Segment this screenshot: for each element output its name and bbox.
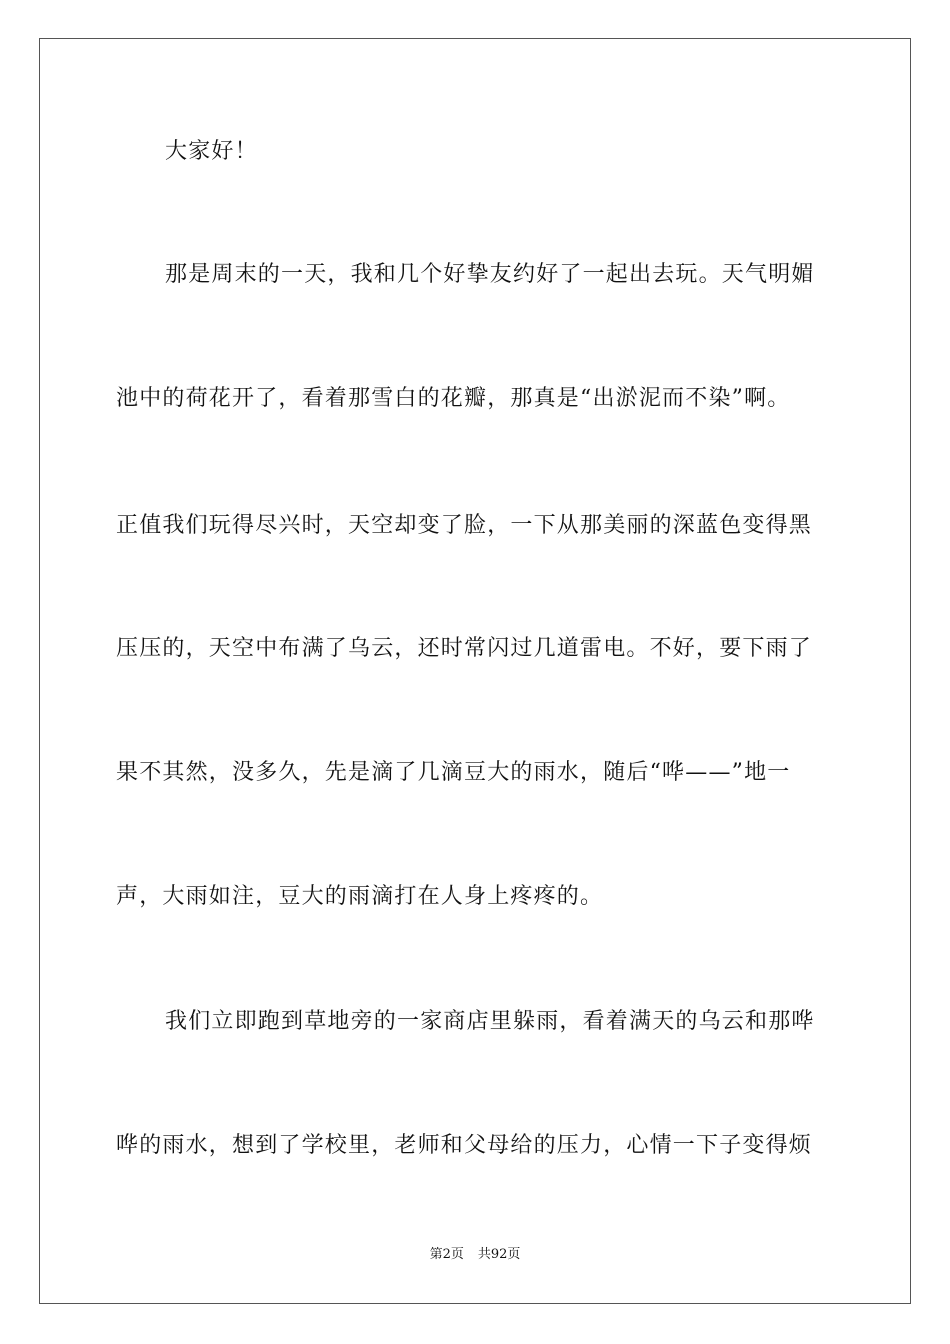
paragraph-1-line-5: 果不其然，没多久，先是滴了几滴豆大的雨水，随后“哗——”地一 (116, 760, 791, 785)
total-pages: 共92页 (477, 1247, 521, 1262)
page-number: 第2页 (429, 1247, 464, 1262)
paragraph-1-line-4: 压压的，天空中布满了乌云，还时常闪过几道雷电。不好，要下雨了 (116, 636, 813, 661)
paragraph-1-line-6: 声，大雨如注，豆大的雨滴打在人身上疼疼的。 (116, 884, 604, 909)
paragraph-2-line-1: 我们立即跑到草地旁的一家商店里躲雨，看着满天的乌云和那哗 (165, 1009, 815, 1034)
page-footer (0, 1246, 950, 1264)
paragraph-1-line-3: 正值我们玩得尽兴时，天空却变了脸，一下从那美丽的深蓝色变得黑 (116, 513, 813, 538)
paragraph-1-line-2: 池中的荷花开了，看着那雪白的花瓣，那真是“出淤泥而不染”啊。 (116, 386, 791, 411)
greeting-line: 大家好！ (165, 139, 258, 164)
page-border (39, 38, 911, 1304)
paragraph-1-line-1: 那是周末的一天，我和几个好挚友约好了一起出去玩。天气明媚 (165, 262, 815, 287)
paragraph-2-line-2: 哗的雨水，想到了学校里，老师和父母给的压力，心情一下子变得烦 (116, 1133, 813, 1158)
